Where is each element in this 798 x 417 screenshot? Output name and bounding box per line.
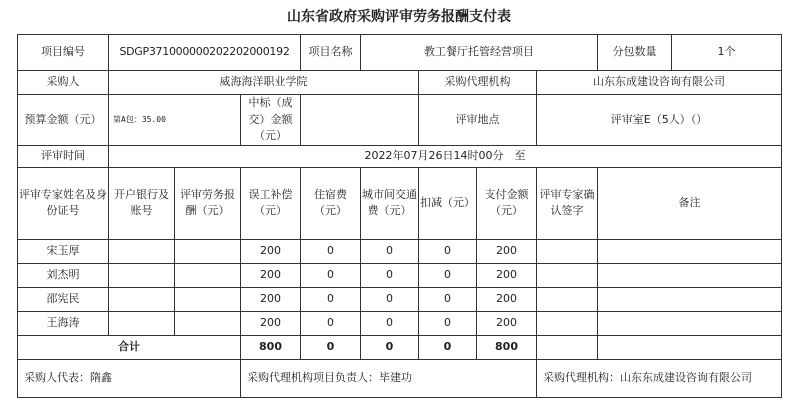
signature-cell — [537, 311, 598, 335]
header-bank: 开户银行及账号 — [109, 167, 175, 239]
expert-name: 王海涛 — [18, 311, 109, 335]
compensation-cell: 200 — [241, 311, 301, 335]
fee-cell — [175, 263, 241, 287]
signature-cell — [537, 263, 598, 287]
travel-cell: 0 — [361, 311, 419, 335]
bank-cell — [109, 311, 175, 335]
page-title: 山东省政府采购评审劳务报酬支付表 — [287, 9, 511, 25]
compensation-cell: 200 — [241, 239, 301, 263]
total-label: 合计 — [18, 335, 241, 359]
header-travel: 城市间交通费（元） — [361, 167, 419, 239]
total-signature — [537, 335, 598, 359]
lodging-cell: 0 — [301, 311, 361, 335]
deduction-cell: 0 — [419, 287, 477, 311]
fee-cell — [175, 239, 241, 263]
purchaser-representative: 采购人代表：隋鑫 — [18, 359, 241, 397]
fee-cell — [175, 311, 241, 335]
remarks-cell — [598, 239, 782, 263]
table-row — [18, 239, 782, 263]
total-row — [18, 335, 782, 359]
deduction-cell: 0 — [419, 311, 477, 335]
lodging-cell: 0 — [301, 287, 361, 311]
bank-cell — [109, 239, 175, 263]
lodging-cell: 0 — [301, 263, 361, 287]
award-label: 中标（成交）金额（元） — [241, 95, 301, 146]
header-deduction: 扣减（元） — [419, 167, 477, 239]
expert-name: 刘杰明 — [18, 263, 109, 287]
agency-value: 山东东成建设咨询有限公司 — [537, 71, 782, 95]
compensation-cell: 200 — [241, 263, 301, 287]
purchaser-label: 采购人 — [18, 71, 109, 95]
travel-cell: 0 — [361, 263, 419, 287]
signature-cell — [537, 287, 598, 311]
total-remarks — [598, 335, 782, 359]
time-label: 评审时间 — [18, 145, 109, 167]
travel-cell: 0 — [361, 239, 419, 263]
header-name: 评审专家姓名及身份证号 — [18, 167, 109, 239]
lodging-cell: 0 — [301, 239, 361, 263]
remarks-cell — [598, 311, 782, 335]
expert-name: 邵宪民 — [18, 287, 109, 311]
footer-row — [18, 359, 782, 397]
agency-project-lead: 采购代理机构项目负责人：毕建功 — [241, 359, 537, 397]
purchaser-value: 威海海洋职业学院 — [109, 71, 419, 95]
remarks-cell — [598, 287, 782, 311]
header-compensation: 误工补偿（元） — [241, 167, 301, 239]
header-remarks: 备注 — [598, 167, 782, 239]
deduction-cell: 0 — [419, 263, 477, 287]
total-deduction: 0 — [419, 335, 477, 359]
time-value: 2022年07月26日14时00分 至 — [109, 145, 782, 167]
bank-cell — [109, 263, 175, 287]
lots-label: 分包数量 — [598, 35, 672, 71]
award-value — [301, 95, 419, 146]
budget-label: 预算金额（元） — [18, 95, 109, 146]
payment-cell: 200 — [477, 287, 537, 311]
budget-value: 第A包：35.00 — [109, 95, 241, 146]
remuneration-table — [17, 34, 782, 398]
project-name-label: 项目名称 — [301, 35, 361, 71]
total-travel: 0 — [361, 335, 419, 359]
project-no-label: 项目编号 — [18, 35, 109, 71]
header-lodging: 住宿费（元） — [301, 167, 361, 239]
fee-cell — [175, 287, 241, 311]
remarks-cell — [598, 263, 782, 287]
total-lodging: 0 — [301, 335, 361, 359]
table-row — [18, 263, 782, 287]
bank-cell — [109, 287, 175, 311]
compensation-cell: 200 — [241, 287, 301, 311]
header-fee: 评审劳务报酬（元） — [175, 167, 241, 239]
payment-cell: 200 — [477, 239, 537, 263]
header-signature: 评审专家确认签字 — [537, 167, 598, 239]
total-compensation: 800 — [241, 335, 301, 359]
table-row — [18, 311, 782, 335]
header-payment: 支付金额（元） — [477, 167, 537, 239]
travel-cell: 0 — [361, 287, 419, 311]
venue-value: 评审室E（5人）（） — [537, 95, 782, 146]
signature-cell — [537, 239, 598, 263]
payment-cell: 200 — [477, 263, 537, 287]
table-row — [18, 287, 782, 311]
deduction-cell: 0 — [419, 239, 477, 263]
payment-cell: 200 — [477, 311, 537, 335]
venue-label: 评审地点 — [419, 95, 537, 146]
total-payment: 800 — [477, 335, 537, 359]
project-name-value: 教工餐厅托管经营项目 — [361, 35, 598, 71]
agency-label: 采购代理机构 — [419, 71, 537, 95]
project-no-value: SDGP371000000202202000192 — [109, 35, 301, 71]
lots-value: 1个 — [672, 35, 782, 71]
agency-signature: 采购代理机构：山东东成建设咨询有限公司 — [537, 359, 782, 397]
expert-name: 宋玉厚 — [18, 239, 109, 263]
